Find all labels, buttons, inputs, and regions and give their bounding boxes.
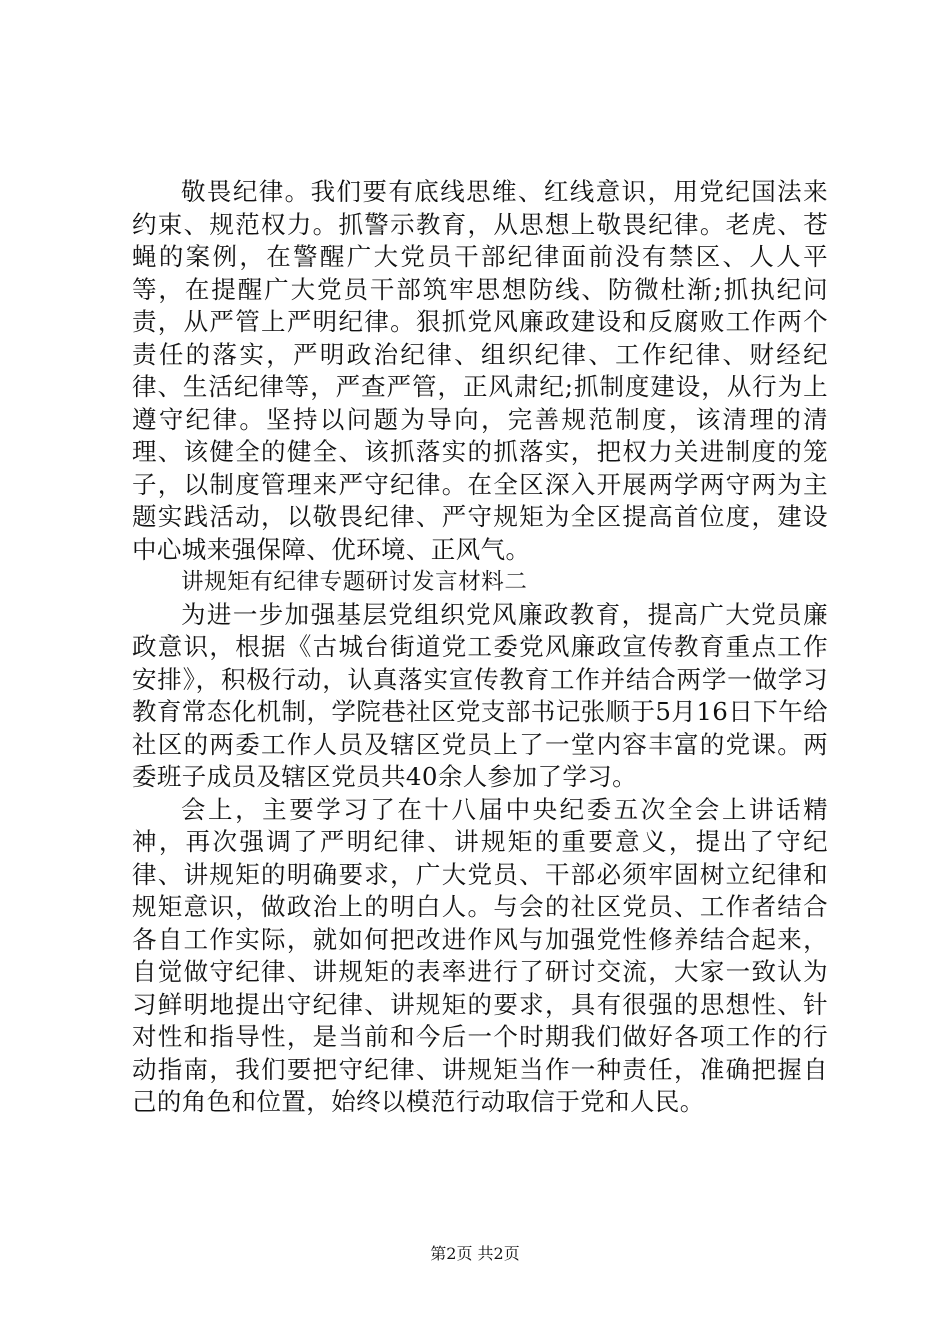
page-number-footer: 第2页 共2页 — [430, 1244, 520, 1263]
section-heading: 讲规矩有纪律专题研讨发言材料二 — [181, 569, 528, 595]
document-body — [132, 176, 828, 1119]
paragraph-party-lesson: 为进一步加强基层党组织党风廉政教育，提高广大党员廉政意识，根据《古城台街道党工委党风廉政宣传教育重点工作安排》，积极行动，认真落实宣传教育工作并结合两学一做学习教育常态化机制，学院巷社区党支部书记张顺于5月16日下午给社区的两委工作人员及辖区党员上了一堂内容丰富的党课。两委班子成员及辖区党员共40余人参加了学习。 — [132, 599, 828, 791]
paragraph-meeting: 会上，主要学习了在十八届中央纪委五次全会上讲话精神，再次强调了严明纪律、讲规矩的重要意义，提出了守纪律、讲规矩的明确要求，广大党员、干部必须牢固树立纪律和规矩意识，做政治上的明白人。与会的社区党员、工作者结合各自工作实际，就如何把改进作风与加强党性修养结合起来，自觉做守纪律、讲规矩的表率进行了研讨交流，大家一致认为习鲜明地提出守纪律、讲规矩的要求，具有很强的思想性、针对性和指导性，是当前和今后一个时期我们做好各项工作的行动指南，我们要把守纪律、讲规矩当作一种责任，准确把握自己的角色和位置，始终以模范行动取信于党和人民。 — [132, 794, 828, 1116]
paragraph-discipline: 敬畏纪律。我们要有底线思维、红线意识，用党纪国法来约束、规范权力。抓警示教育，从思想上敬畏纪律。老虎、苍蝇的案例，在警醒广大党员干部纪律面前没有禁区、人人平等，在提醒广大党员干部筑牢思想防线、防微杜渐;抓执纪问责，从严管上严明纪律。狠抓党风廉政建设和反腐败工作两个责任的落实，严明政治纪律、组织纪律、工作纪律、财经纪律、生活纪律等，严查严管，正风肃纪;抓制度建设，从行为上遵守纪律。坚持以问题为导向，完善规范制度，该清理的清理、该健全的健全、该抓落实的抓落实，把权力关进制度的笼子，以制度管理来严守纪律。在全区深入开展两学两守两为主题实践活动，以敬畏纪律、严守规矩为全区提高首位度，建设中心城来强保障、优环境、正风气。 — [132, 177, 828, 564]
